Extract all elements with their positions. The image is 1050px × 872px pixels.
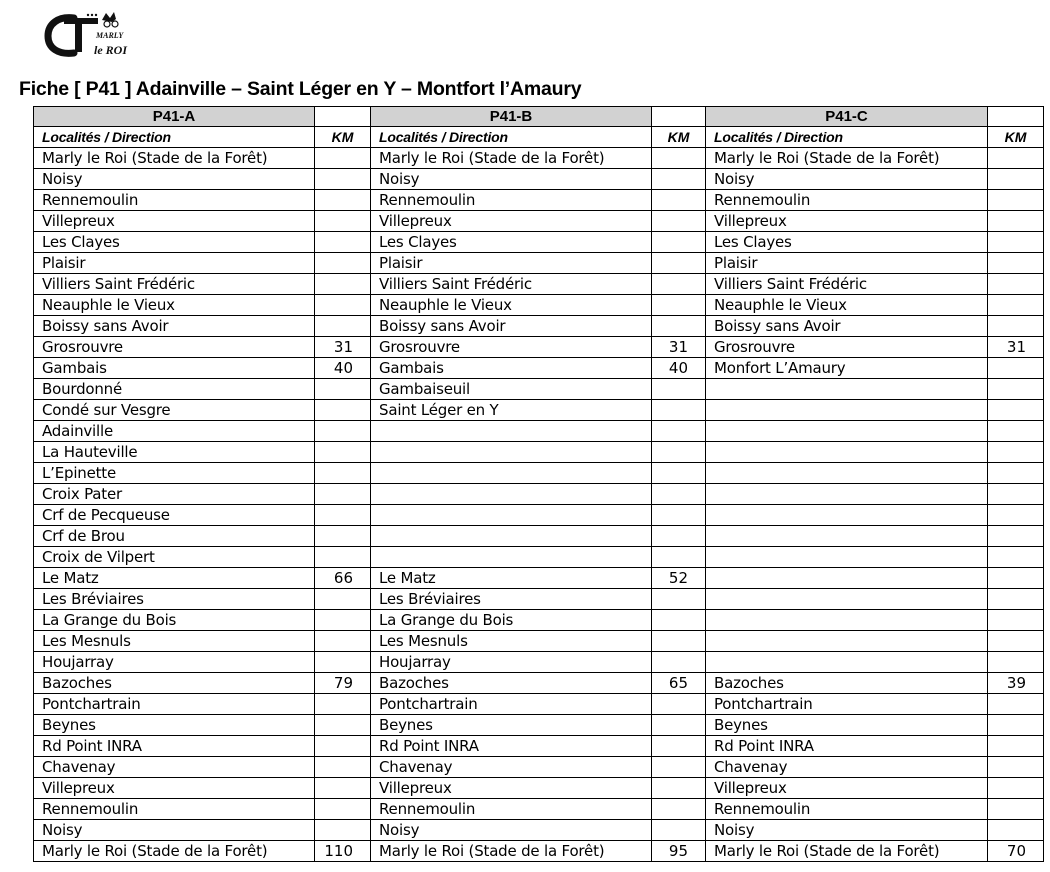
location-cell: Les Bréviaires [34, 589, 315, 610]
location-cell: Neauphle le Vieux [34, 295, 315, 316]
route-header-spacer [652, 107, 706, 127]
location-cell [371, 421, 652, 442]
km-cell [315, 736, 371, 757]
location-cell: Bazoches [34, 673, 315, 694]
location-cell: Monfort L’Amaury [706, 358, 988, 379]
km-cell [652, 190, 706, 211]
table-row [34, 253, 1044, 274]
table-row [34, 715, 1044, 736]
km-cell [315, 820, 371, 841]
table-row [34, 190, 1044, 211]
location-cell: Marly le Roi (Stade de la Forêt) [34, 148, 315, 169]
km-cell [988, 211, 1044, 232]
location-cell [706, 400, 988, 421]
km-cell [652, 736, 706, 757]
location-cell: Rennemoulin [34, 799, 315, 820]
location-cell [706, 421, 988, 442]
location-cell [706, 631, 988, 652]
location-cell: Gambais [34, 358, 315, 379]
km-cell [988, 589, 1044, 610]
km-cell [652, 232, 706, 253]
location-cell [371, 505, 652, 526]
location-cell: Bazoches [706, 673, 988, 694]
km-cell [652, 295, 706, 316]
km-cell [315, 799, 371, 820]
location-cell [706, 652, 988, 673]
table-row [34, 526, 1044, 547]
table-row [34, 421, 1044, 442]
route-header-p41-c: P41-C [706, 107, 988, 127]
location-cell: Villepreux [371, 778, 652, 799]
location-cell: Villepreux [371, 211, 652, 232]
table-row [34, 442, 1044, 463]
location-cell [371, 442, 652, 463]
km-cell [652, 610, 706, 631]
location-cell [706, 526, 988, 547]
location-cell: Gambais [371, 358, 652, 379]
km-cell [315, 400, 371, 421]
table-row [34, 148, 1044, 169]
location-cell: Bazoches [371, 673, 652, 694]
km-cell: 66 [315, 568, 371, 589]
km-cell [988, 316, 1044, 337]
km-cell [315, 505, 371, 526]
km-cell [652, 169, 706, 190]
location-cell [706, 484, 988, 505]
location-cell: Les Mesnuls [371, 631, 652, 652]
location-cell: Croix de Vilpert [34, 547, 315, 568]
km-cell [988, 400, 1044, 421]
table-row [34, 757, 1044, 778]
location-cell: Plaisir [706, 253, 988, 274]
location-cell: Plaisir [34, 253, 315, 274]
km-cell: 40 [315, 358, 371, 379]
km-cell [652, 505, 706, 526]
table-row [34, 211, 1044, 232]
km-cell [988, 631, 1044, 652]
km-cell [988, 232, 1044, 253]
km-cell [652, 526, 706, 547]
location-cell: Chavenay [706, 757, 988, 778]
location-cell: Adainville [34, 421, 315, 442]
km-cell [652, 274, 706, 295]
km-cell [988, 694, 1044, 715]
location-cell [371, 526, 652, 547]
location-cell: Villepreux [706, 211, 988, 232]
km-cell [652, 589, 706, 610]
location-cell [706, 610, 988, 631]
location-cell: Noisy [34, 169, 315, 190]
table-row [34, 232, 1044, 253]
location-cell [706, 589, 988, 610]
km-cell [652, 820, 706, 841]
km-cell: 31 [652, 337, 706, 358]
km-cell [315, 442, 371, 463]
location-cell: Rennemoulin [371, 799, 652, 820]
route-header-p41-b: P41-B [371, 107, 652, 127]
location-cell: Villepreux [34, 778, 315, 799]
km-cell [315, 295, 371, 316]
km-cell [652, 694, 706, 715]
km-cell [315, 421, 371, 442]
km-cell: 110 [315, 841, 371, 862]
table-row [34, 505, 1044, 526]
km-cell [988, 652, 1044, 673]
location-cell: Houjarray [371, 652, 652, 673]
km-cell [315, 610, 371, 631]
km-cell [315, 463, 371, 484]
location-cell: Pontchartrain [34, 694, 315, 715]
km-cell [988, 799, 1044, 820]
location-cell: Chavenay [371, 757, 652, 778]
table-row [34, 484, 1044, 505]
table-row [34, 652, 1044, 673]
location-cell: Crf de Pecqueuse [34, 505, 315, 526]
table-row [34, 547, 1044, 568]
location-cell: Marly le Roi (Stade de la Forêt) [371, 148, 652, 169]
route-header-p41-a: P41-A [34, 107, 315, 127]
location-cell: Croix Pater [34, 484, 315, 505]
km-cell [988, 253, 1044, 274]
location-cell: Le Matz [34, 568, 315, 589]
location-cell: Condé sur Vesgre [34, 400, 315, 421]
km-cell [652, 652, 706, 673]
km-cell [988, 778, 1044, 799]
km-cell [315, 169, 371, 190]
location-cell: Rd Point INRA [371, 736, 652, 757]
logo-text-top: MARLY [96, 31, 124, 40]
location-cell: Beynes [706, 715, 988, 736]
location-cell: Boissy sans Avoir [371, 316, 652, 337]
km-cell [988, 379, 1044, 400]
location-cell: Les Clayes [706, 232, 988, 253]
column-header-location: Localités / Direction [706, 127, 988, 148]
km-cell [652, 379, 706, 400]
location-cell [371, 463, 652, 484]
location-cell: Les Clayes [34, 232, 315, 253]
location-cell: Noisy [706, 169, 988, 190]
km-cell [315, 757, 371, 778]
km-cell [315, 190, 371, 211]
location-cell: Gambaiseuil [371, 379, 652, 400]
location-cell: Marly le Roi (Stade de la Forêt) [706, 148, 988, 169]
location-cell: Noisy [706, 820, 988, 841]
location-cell [371, 547, 652, 568]
km-cell [315, 589, 371, 610]
table-row [34, 169, 1044, 190]
km-cell [652, 463, 706, 484]
km-cell [315, 715, 371, 736]
km-cell [988, 274, 1044, 295]
km-cell: 31 [315, 337, 371, 358]
km-cell [988, 463, 1044, 484]
km-cell [652, 148, 706, 169]
route-header-spacer [988, 107, 1044, 127]
km-cell: 95 [652, 841, 706, 862]
km-cell [315, 484, 371, 505]
location-cell: Bourdonné [34, 379, 315, 400]
km-cell [988, 484, 1044, 505]
table-row [34, 463, 1044, 484]
location-cell: Le Matz [371, 568, 652, 589]
location-cell: Villepreux [706, 778, 988, 799]
km-cell [315, 316, 371, 337]
km-cell [988, 820, 1044, 841]
km-cell: 31 [988, 337, 1044, 358]
km-cell [652, 547, 706, 568]
column-header-location: Localités / Direction [34, 127, 315, 148]
km-cell [315, 631, 371, 652]
km-cell [652, 253, 706, 274]
table-row [34, 778, 1044, 799]
location-cell [706, 547, 988, 568]
location-cell: Villiers Saint Frédéric [371, 274, 652, 295]
column-header-km: KM [652, 127, 706, 148]
table-row [34, 799, 1044, 820]
location-cell [371, 484, 652, 505]
table-row [34, 673, 1044, 694]
location-cell: Villepreux [34, 211, 315, 232]
location-cell: Chavenay [34, 757, 315, 778]
km-cell [652, 421, 706, 442]
club-logo [44, 10, 128, 60]
km-cell [988, 295, 1044, 316]
location-cell: Beynes [371, 715, 652, 736]
km-cell [988, 148, 1044, 169]
page-title: Fiche [ P41 ] Adainville – Saint Léger en Y – Montfort l’Amaury [19, 78, 582, 100]
km-cell: 79 [315, 673, 371, 694]
km-cell: 52 [652, 568, 706, 589]
location-cell: Les Bréviaires [371, 589, 652, 610]
km-cell [315, 274, 371, 295]
location-cell: La Grange du Bois [371, 610, 652, 631]
location-cell: Noisy [371, 820, 652, 841]
km-cell [315, 547, 371, 568]
location-cell: La Grange du Bois [34, 610, 315, 631]
km-cell [652, 715, 706, 736]
km-cell [988, 358, 1044, 379]
km-cell [315, 778, 371, 799]
location-cell: Grosrouvre [706, 337, 988, 358]
km-cell [988, 421, 1044, 442]
location-cell: Boissy sans Avoir [34, 316, 315, 337]
km-cell [652, 631, 706, 652]
location-cell: Les Clayes [371, 232, 652, 253]
column-header-km: KM [988, 127, 1044, 148]
location-cell: L’Epinette [34, 463, 315, 484]
km-cell [652, 442, 706, 463]
km-cell [988, 526, 1044, 547]
location-cell: Grosrouvre [371, 337, 652, 358]
location-cell: Les Mesnuls [34, 631, 315, 652]
location-cell: Neauphle le Vieux [371, 295, 652, 316]
km-cell [315, 211, 371, 232]
km-cell [315, 652, 371, 673]
km-cell [988, 547, 1044, 568]
km-cell: 70 [988, 841, 1044, 862]
location-cell: Boissy sans Avoir [706, 316, 988, 337]
km-cell [988, 610, 1044, 631]
location-cell: Rd Point INRA [706, 736, 988, 757]
table-row [34, 568, 1044, 589]
location-cell: Marly le Roi (Stade de la Forêt) [34, 841, 315, 862]
location-cell: Rennemoulin [371, 190, 652, 211]
location-cell: Villiers Saint Frédéric [34, 274, 315, 295]
table-row [34, 610, 1044, 631]
table-row [34, 274, 1044, 295]
table-row [34, 820, 1044, 841]
location-cell: Marly le Roi (Stade de la Forêt) [706, 841, 988, 862]
km-cell [988, 442, 1044, 463]
km-cell [652, 799, 706, 820]
location-cell: Neauphle le Vieux [706, 295, 988, 316]
km-cell [315, 379, 371, 400]
km-cell [315, 694, 371, 715]
table-row [34, 295, 1044, 316]
location-cell: Houjarray [34, 652, 315, 673]
km-cell [988, 736, 1044, 757]
location-cell: Rennemoulin [34, 190, 315, 211]
km-cell [315, 148, 371, 169]
table-row [34, 379, 1044, 400]
location-cell: Marly le Roi (Stade de la Forêt) [371, 841, 652, 862]
location-cell: Pontchartrain [706, 694, 988, 715]
table-row [34, 358, 1044, 379]
km-cell [988, 757, 1044, 778]
km-cell [315, 232, 371, 253]
route-header-spacer [315, 107, 371, 127]
km-cell [652, 211, 706, 232]
km-cell [988, 715, 1044, 736]
km-cell [315, 526, 371, 547]
table-row [34, 589, 1044, 610]
location-cell: Rd Point INRA [34, 736, 315, 757]
table-row [34, 400, 1044, 421]
km-cell [652, 484, 706, 505]
km-cell [652, 316, 706, 337]
location-cell: Villiers Saint Frédéric [706, 274, 988, 295]
table-row [34, 337, 1044, 358]
location-cell: Noisy [371, 169, 652, 190]
table-row [34, 736, 1044, 757]
table-row [34, 316, 1044, 337]
table-row [34, 841, 1044, 862]
location-cell: Noisy [34, 820, 315, 841]
location-cell [706, 463, 988, 484]
ct-logo-icon [44, 10, 128, 60]
route-header-row [34, 107, 1044, 127]
location-cell: Plaisir [371, 253, 652, 274]
location-cell: La Hauteville [34, 442, 315, 463]
km-cell [988, 169, 1044, 190]
column-header-row [34, 127, 1044, 148]
km-cell: 39 [988, 673, 1044, 694]
km-cell [988, 568, 1044, 589]
km-cell [652, 757, 706, 778]
location-cell: Saint Léger en Y [371, 400, 652, 421]
location-cell [706, 505, 988, 526]
location-cell: Pontchartrain [371, 694, 652, 715]
km-cell [988, 190, 1044, 211]
km-cell [652, 400, 706, 421]
table-row [34, 694, 1044, 715]
column-header-location: Localités / Direction [371, 127, 652, 148]
location-cell [706, 568, 988, 589]
km-cell: 40 [652, 358, 706, 379]
location-cell: Rennemoulin [706, 799, 988, 820]
column-header-km: KM [315, 127, 371, 148]
location-cell [706, 442, 988, 463]
route-table [33, 106, 1044, 862]
logo-text-bottom: le ROI [94, 43, 127, 57]
location-cell: Grosrouvre [34, 337, 315, 358]
km-cell [652, 778, 706, 799]
location-cell: Rennemoulin [706, 190, 988, 211]
km-cell: 65 [652, 673, 706, 694]
table-row [34, 631, 1044, 652]
km-cell [315, 253, 371, 274]
km-cell [988, 505, 1044, 526]
location-cell: Crf de Brou [34, 526, 315, 547]
location-cell [706, 379, 988, 400]
location-cell: Beynes [34, 715, 315, 736]
